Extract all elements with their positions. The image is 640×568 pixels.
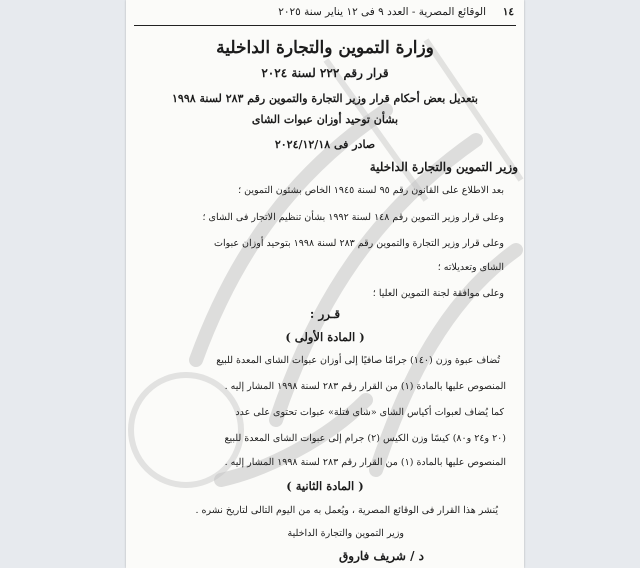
ministry-title: وزارة التموين والتجارة الداخلية xyxy=(216,38,434,58)
issued-date: صادر فى ٢٠٢٤/١٢/١٨ xyxy=(274,138,376,151)
header-divider xyxy=(134,25,516,26)
article-2-title: ( المادة الثانية ) xyxy=(286,479,364,493)
article-1-line: المنصوص عليها بالمادة (١) من القرار رقم ٢٨٣ لسنة ١٩٩٨ المشار إليه . xyxy=(224,381,506,392)
signature-name: د / شريف فاروق xyxy=(339,549,424,563)
article-1-title: ( المادة الأولى ) xyxy=(285,330,365,344)
article-1-line: (٢٠ و٢٤ و٨٠) كيسًا وزن الكيس (٢) جرام إلى عبوات الشاى المعدة للبيع xyxy=(224,433,506,444)
decree-number: قرار رقم ٢٢٢ لسنة ٢٠٢٤ xyxy=(261,66,389,80)
signature-title: وزير التموين والتجارة الداخلية xyxy=(287,528,404,539)
preamble-line: وعلى قرار وزير التموين رقم ١٤٨ لسنة ١٩٩٢ بشأن تنظيم الاتجار فى الشاى ؛ xyxy=(202,212,504,223)
minister-title: وزير التموين والتجارة الداخلية xyxy=(369,160,518,174)
article-1-line: المنصوص عليها بالمادة (١) من القرار رقم ٢٨٣ لسنة ١٩٩٨ المشار إليه . xyxy=(224,457,506,468)
article-2-line: يُنشر هذا القرار فى الوقائع المصرية ، ويُعمل به من اليوم التالى لتاريخ نشره . xyxy=(195,505,498,516)
document-page xyxy=(126,0,524,568)
preamble-line: الشاى وتعديلاته ؛ xyxy=(437,262,504,273)
preamble-line: وعلى موافقة لجنة التموين العليا ؛ xyxy=(372,288,504,299)
publication-title: الوقائع المصرية - العدد ٩ فى ١٢ يناير سنة ٢٠٢٥ xyxy=(278,6,486,18)
subject-line: بشأن توحيد أوزان عبوات الشاى xyxy=(251,113,399,126)
decided-heading: قـرر : xyxy=(309,307,341,321)
running-header xyxy=(136,6,514,22)
preamble-line: وعلى قرار وزير التجارة والتموين رقم ٢٨٣ لسنة ١٩٩٨ بتوحيد أوزان عبوات xyxy=(214,238,504,249)
page-number: ١٤ xyxy=(502,6,514,18)
preamble-line: بعد الاطلاع على القانون رقم ٩٥ لسنة ١٩٤٥ الخاص بشئون التموين ؛ xyxy=(238,185,504,196)
amendment-line: بتعديل بعض أحكام قرار وزير التجارة والتموين رقم ٢٨٣ لسنة ١٩٩٨ xyxy=(172,92,478,105)
article-1-line: تُضاف عبوة وزن (١٤٠) جرامًا صافيًا إلى أوزان عبوات الشاى المعدة للبيع xyxy=(216,355,500,366)
article-1-line: كما يُضاف لعبوات أكياس الشاى «شاى فتلة» عبوات تحتوى على عدد xyxy=(235,407,504,418)
